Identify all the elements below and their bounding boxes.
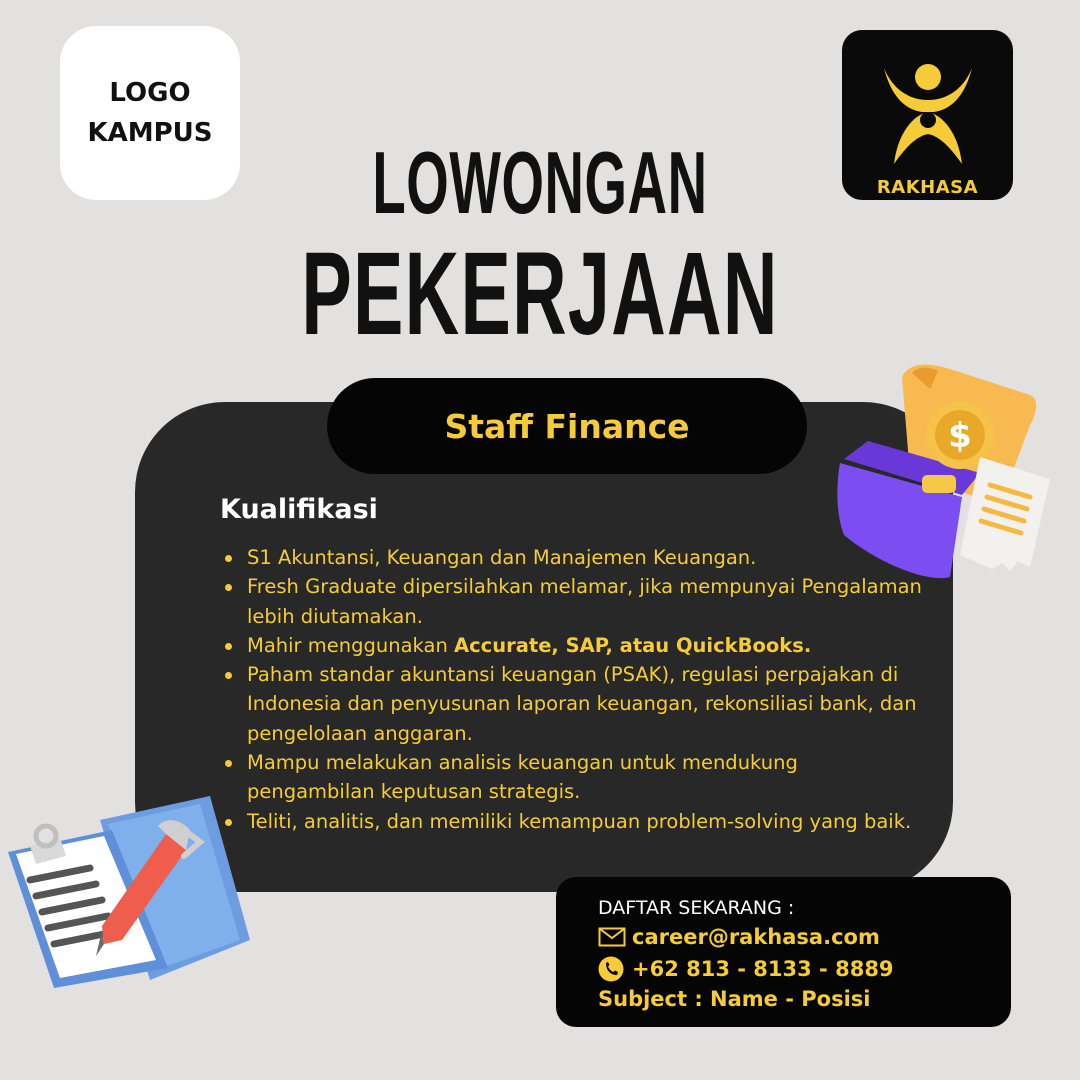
list-item: Mampu melakukan analisis keuangan untuk mendukung pengambilan keputusan strategis. xyxy=(220,748,925,807)
subject-text: Subject : Name - Posisi xyxy=(598,987,871,1011)
list-item: S1 Akuntansi, Keuangan dan Manajemen Keuangan. xyxy=(220,543,925,572)
phone-icon xyxy=(598,956,626,982)
wallet-money-illustration xyxy=(830,355,1050,585)
headline-line1: LOWONGAN xyxy=(372,133,708,232)
svg-text:$: $ xyxy=(948,416,972,456)
list-item: Paham standar akuntansi keuangan (PSAK), regulasi perpajakan di Indonesia dan penyusunan laporan keuangan, rekonsiliasi bank, dan pengelolaan anggaran. xyxy=(220,660,925,748)
phone-text[interactable]: +62 813 - 8133 - 8889 xyxy=(632,957,894,981)
list-item: Fresh Graduate dipersilahkan melamar, jika mempunyai Pengalaman lebih diutamakan. xyxy=(220,572,925,631)
envelope-icon xyxy=(598,927,626,947)
campus-logo-line2: KAMPUS xyxy=(87,118,213,148)
clipboard-pen-illustration xyxy=(0,790,260,990)
contact-box xyxy=(556,877,1011,1027)
list-item: Mahir menggunakan Accurate, SAP, atau QuickBooks. xyxy=(220,631,925,660)
qualifications-list xyxy=(220,543,925,836)
phone-row[interactable] xyxy=(598,956,894,982)
campus-logo-line1: LOGO xyxy=(109,78,191,108)
brand-name: RAKHASA xyxy=(876,177,979,198)
email-text[interactable]: career@rakhasa.com xyxy=(632,925,880,949)
list-item: Teliti, analitis, dan memiliki kemampuan problem-solving yang baik. xyxy=(220,807,925,836)
headline-line2: PEKERJAAN xyxy=(301,228,779,360)
rakhasa-mark-icon xyxy=(878,60,978,175)
subject-row xyxy=(598,987,870,1011)
position-title-pill xyxy=(327,378,807,474)
email-row[interactable] xyxy=(598,925,880,949)
position-title: Staff Finance xyxy=(444,406,690,446)
qualifications-heading: Kualifikasi xyxy=(220,494,378,525)
apply-now-label: DAFTAR SEKARANG : xyxy=(598,897,795,919)
